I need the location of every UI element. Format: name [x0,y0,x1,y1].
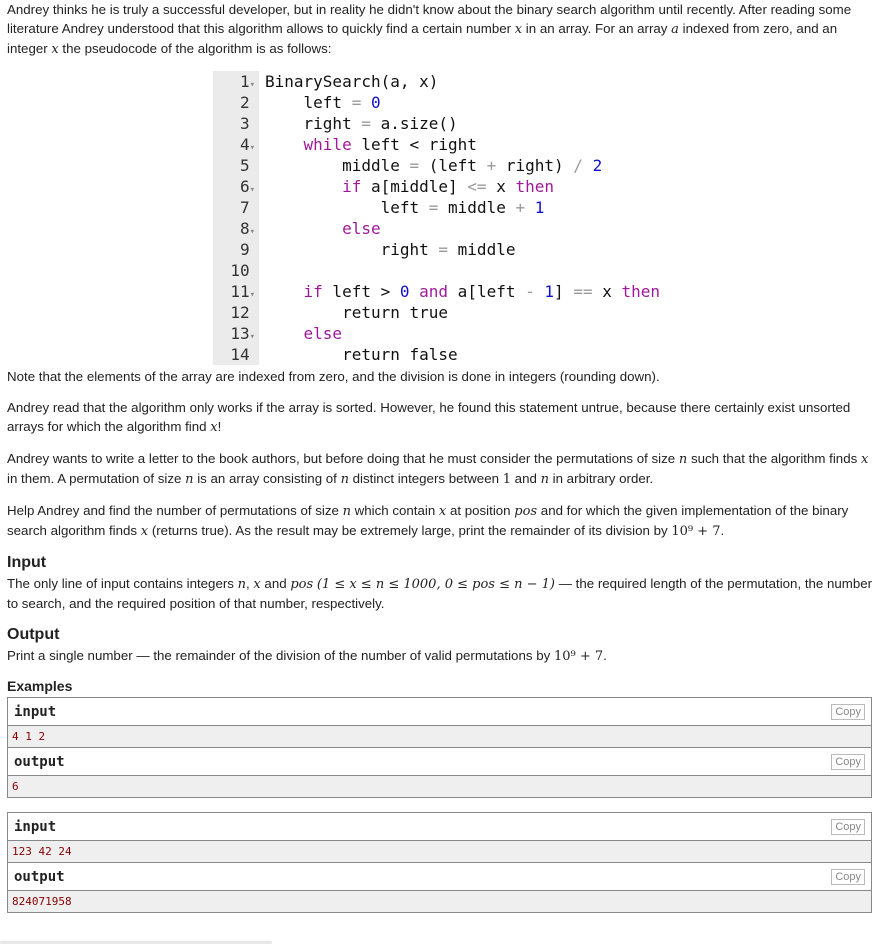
math-expression: n [340,472,349,487]
line-number [213,323,255,344]
input-label: input [14,703,57,720]
code-line [265,176,660,197]
text-segment: which contain [350,503,439,518]
code-token: a.size() [370,114,458,133]
line-number [213,176,255,197]
code-token: left [265,198,429,217]
code-token: + [515,198,526,217]
input-specification [7,574,873,613]
math-expression: n [237,577,246,592]
code-token: - [525,282,535,301]
code-token: = [428,198,439,217]
line-number [213,344,255,365]
text-segment: Help Andrey and find the number of permutations of size [7,503,343,518]
fold-arrow-icon[interactable]: ▾ [249,185,255,195]
code-token: a[middle] [361,177,468,196]
text-segment: Andrey read that the algorithm only works if the array is sorted. However, he found this statement untrue, because there certainly exist unsorted arrays for which the algorithm find [7,400,851,434]
line-number-text: 14 [230,345,250,364]
paragraph [7,0,873,59]
code-token: ] [554,282,574,301]
text-segment: indexed from zero, and an integer [7,21,838,56]
copy-output-button[interactable]: Copy [831,869,865,885]
code-token: right [265,240,439,259]
math-expression: x [51,42,59,57]
code-line [265,344,660,365]
code-line [265,71,660,92]
math-expression: x [514,22,523,37]
line-number-text: 8 [239,219,250,238]
math-expression: x [253,577,261,592]
math-number: 10⁹ + 7 [553,649,604,664]
code-token [535,282,545,301]
text-segment: is an array consisting of [193,471,341,486]
paragraph [7,398,873,437]
math-expression: n [342,504,351,519]
examples-title: Examples [7,678,73,694]
input-content: 123 42 24 [8,841,871,863]
fold-arrow-icon [250,353,255,363]
fold-arrow-icon [250,269,255,279]
code-token: <= [467,177,487,196]
math-number: 10⁹ + 7 [671,524,721,539]
code-line [265,260,660,281]
code-line [265,218,660,239]
math-number: 1 [502,472,511,487]
code-token: if [342,177,362,196]
input-label: input [14,818,57,835]
line-number [213,134,255,155]
output-header [8,748,871,776]
code-line [265,323,660,344]
code-token: middle [438,198,516,217]
text-segment: , [246,576,254,591]
fold-arrow-icon[interactable]: ▾ [249,143,255,153]
input-header [8,698,871,726]
text-segment: Andrey wants to write a letter to the book authors, but before doing that he must consider the permutations of size [7,451,679,466]
code-token: 2 [592,156,603,175]
output-specification [7,646,873,666]
line-number [213,113,255,134]
line-number-gutter [213,71,259,365]
math-expression: x [438,504,447,519]
text-segment: ! [217,419,222,434]
code-token: = [361,114,371,133]
code-line [265,302,660,323]
line-number-text: 6 [239,177,250,196]
text-segment: the pseudocode of the algorithm is as follows: [58,41,332,56]
paragraph [7,574,873,613]
code-token: return false [265,345,458,364]
line-number-text: 2 [239,93,250,112]
line-number-text: 1 [239,72,250,91]
text-segment: and [260,576,291,591]
text-segment: . [603,648,607,663]
line-number-text: 3 [239,114,250,133]
output-section-title: Output [7,626,60,643]
paragraph [7,646,873,666]
code-token: BinarySearch(a, x) [265,72,439,91]
fold-arrow-icon [250,311,255,321]
code-lines [259,71,660,365]
text-segment: in an array. For an array [522,21,672,36]
math-expression: x [210,420,218,435]
example-test [7,697,872,798]
code-token: middle [448,240,516,259]
code-line [265,281,660,302]
code-token: return true [265,303,449,322]
line-number [213,71,255,92]
text-segment: such that the algorithm finds [687,451,861,466]
text-segment: The only line of input contains integers [7,576,238,591]
legend-paragraphs [7,0,873,59]
code-token [410,282,420,301]
copy-input-button[interactable]: Copy [831,819,865,835]
code-token: then [515,177,554,196]
text-segment: in them. A permutation of size [7,471,186,486]
text-segment: Note that the elements of the array are indexed from zero, and the division is done in integers (rounding down). [7,369,660,384]
output-label: output [14,753,65,770]
copy-output-button[interactable]: Copy [831,754,865,770]
math-expression: n [540,472,549,487]
code-token [525,198,535,217]
line-number-text: 10 [230,261,250,280]
line-number [213,92,255,113]
paragraph [7,367,873,386]
input-section-title: Input [7,554,47,571]
math-expression: pos [290,577,314,592]
line-number-text: 5 [239,156,250,175]
code-token [265,177,342,196]
code-token: = [351,93,362,112]
text-segment: and for which the given implementation of the binary search algorithm finds [7,503,849,538]
text-segment: (returns true). As the result may be extremely large, print the remainder of its division by [148,523,672,538]
code-token: / [573,156,583,175]
code-line [265,92,660,113]
line-number [213,218,255,239]
code-token: right) [496,156,574,175]
input-content: 4 1 2 [8,726,871,748]
statement-paragraphs [7,367,873,541]
code-token: left > [322,282,400,301]
line-number-text: 7 [239,198,250,217]
line-number [213,281,255,302]
math-expression: a [671,22,679,37]
code-token: == [573,282,593,301]
code-token: 0 [399,282,410,301]
line-number [213,155,255,176]
code-token: + [486,156,497,175]
line-number [213,302,255,323]
pseudocode-block [213,71,873,365]
code-token [265,324,304,343]
code-token: (left [419,156,487,175]
code-token: right [265,114,362,133]
code-token: x [592,282,622,301]
code-token: 1 [534,198,545,217]
line-number-text: 4 [239,135,250,154]
output-header [8,863,871,891]
math-expression: n [185,472,194,487]
example-test [7,812,872,913]
code-token: x [486,177,516,196]
code-token [265,261,275,280]
text-segment: distinct integers between [348,471,503,486]
code-token: else [303,324,343,343]
line-number-text: 13 [230,324,250,343]
line-number [213,239,255,260]
code-token: = [409,156,420,175]
text-segment: Print a single number — the remainder of the division of the number of valid permutations by [7,648,554,663]
output-label: output [14,868,65,885]
fold-arrow-icon[interactable]: ▾ [249,80,255,90]
text-segment: at position [446,503,515,518]
code-token: left [265,93,352,112]
line-number-text: 12 [230,303,250,322]
code-token: and [419,282,449,301]
code-token [265,135,304,154]
input-header [8,813,871,841]
code-line [265,155,660,176]
fold-arrow-icon[interactable]: ▾ [249,227,255,237]
paragraph [7,449,873,489]
line-number [213,260,255,281]
code-token [361,93,371,112]
fold-arrow-icon [250,206,255,216]
text-segment: in arbitrary order. [548,471,654,486]
math-expression: (1 ≤ x ≤ n ≤ 1000, 0 ≤ pos ≤ n − 1) [316,577,555,592]
line-number-text: 11 [230,282,250,301]
text-segment: Andrey thinks he is truly a successful developer, but in reality he didn't know about the binary search algorithm until recently. After reading some literature Andrey understood that this algorithm allows to quickly find a certain number [7,2,852,36]
code-token: left < right [351,135,477,154]
code-token: if [303,282,323,301]
code-token [265,219,342,238]
code-line [265,239,660,260]
code-token: while [303,135,352,154]
code-token: middle [265,156,410,175]
output-content: 6 [8,776,871,797]
code-token: a[left [448,282,526,301]
paragraph [7,501,873,541]
code-line [265,113,660,134]
text-segment: — the required length of the permutation, the number to search, and the required position of that number, respectively. [7,576,873,611]
copy-input-button[interactable]: Copy [831,704,865,720]
code-line [265,134,660,155]
code-token: 1 [544,282,555,301]
code-token: 0 [370,93,381,112]
fold-arrow-icon [250,248,255,258]
code-token [583,156,593,175]
math-expression: x [860,452,869,467]
fold-arrow-icon [250,101,255,111]
text-segment: . [720,523,725,538]
math-expression: n [678,452,688,467]
text-segment: and [510,471,541,486]
examples-list [7,697,873,913]
fold-arrow-icon [250,122,255,132]
output-content: 824071958 [8,891,871,912]
math-expression: pos [514,504,538,519]
fold-arrow-icon[interactable]: ▾ [249,290,255,300]
code-token: else [342,219,381,238]
fold-arrow-icon [250,164,255,174]
code-token [265,282,304,301]
line-number [213,197,255,218]
math-expression: x [140,524,149,539]
code-line [265,197,660,218]
fold-arrow-icon[interactable]: ▾ [249,332,255,342]
code-token: = [438,240,449,259]
code-token: then [621,282,660,301]
line-number-text: 9 [239,240,250,259]
